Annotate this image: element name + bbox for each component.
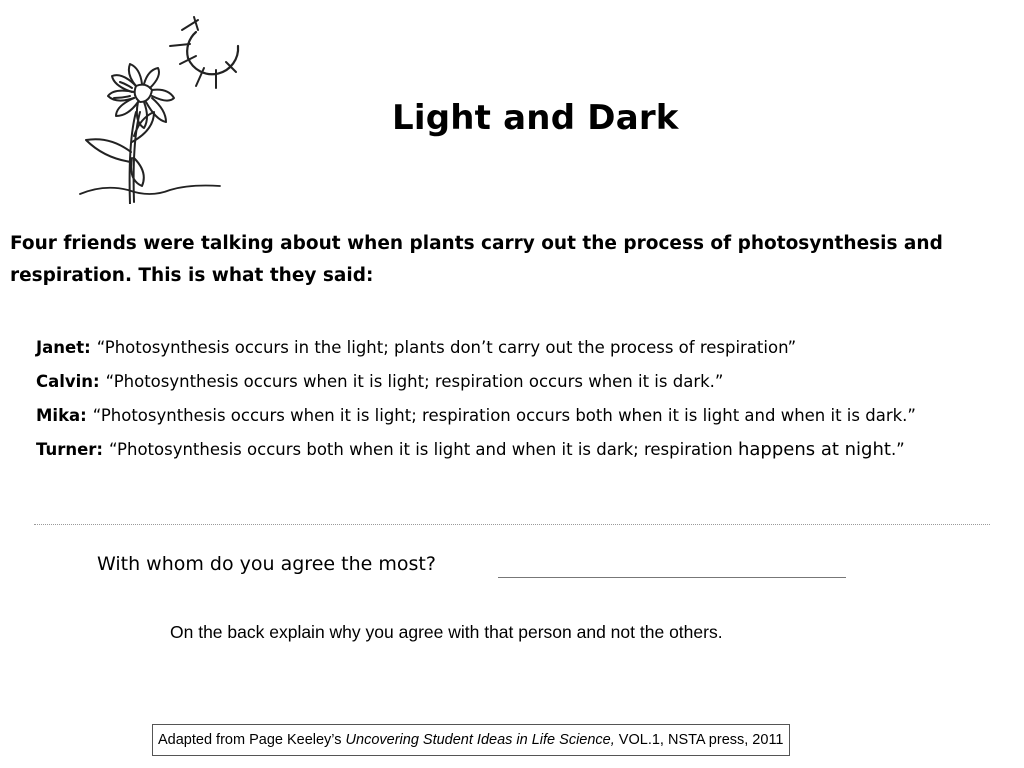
statement-quote: “Photosynthesis occurs when it is light; respiration occurs when it is dark.” xyxy=(105,372,724,391)
statements-list xyxy=(36,334,1016,470)
citation-box xyxy=(152,724,790,756)
citation-book-title: Uncovering Student Ideas in Life Science, xyxy=(345,732,615,748)
page-title: Light and Dark xyxy=(392,98,679,138)
statement-mika xyxy=(36,402,1016,436)
flower-icon xyxy=(80,64,220,204)
statement-turner xyxy=(36,436,1016,470)
statement-quote-start: “Photosynthesis occurs both when it is light and when it is dark; respiration xyxy=(109,440,738,459)
sun-icon xyxy=(170,17,238,88)
statement-quote-end: .” xyxy=(890,440,905,459)
speaker-name: Mika: xyxy=(36,406,87,425)
speaker-name: Turner: xyxy=(36,440,103,459)
statement-quote: “Photosynthesis occurs in the light; plants don’t carry out the process of respiration” xyxy=(96,338,797,357)
statement-quote-emphasis: happens at night xyxy=(737,439,891,460)
flower-sun-illustration xyxy=(70,12,250,204)
citation-suffix: VOL.1, NSTA press, 2011 xyxy=(614,732,784,748)
answer-line[interactable] xyxy=(498,577,846,578)
dotted-divider xyxy=(34,524,990,525)
statement-calvin xyxy=(36,368,1016,402)
statement-quote: “Photosynthesis occurs when it is light; respiration occurs both when it is light and when it is dark.” xyxy=(92,406,916,425)
question-prompt: With whom do you agree the most? xyxy=(97,553,436,575)
instruction-text: On the back explain why you agree with that person and not the others. xyxy=(170,622,723,642)
intro-paragraph: Four friends were talking about when plants carry out the process of photosynthesis and respiration. This is what they said: xyxy=(10,233,943,286)
speaker-name: Janet: xyxy=(36,338,91,357)
citation-prefix: Adapted from Page Keeley’s xyxy=(158,732,346,748)
statement-janet xyxy=(36,334,1016,368)
speaker-name: Calvin: xyxy=(36,372,100,391)
